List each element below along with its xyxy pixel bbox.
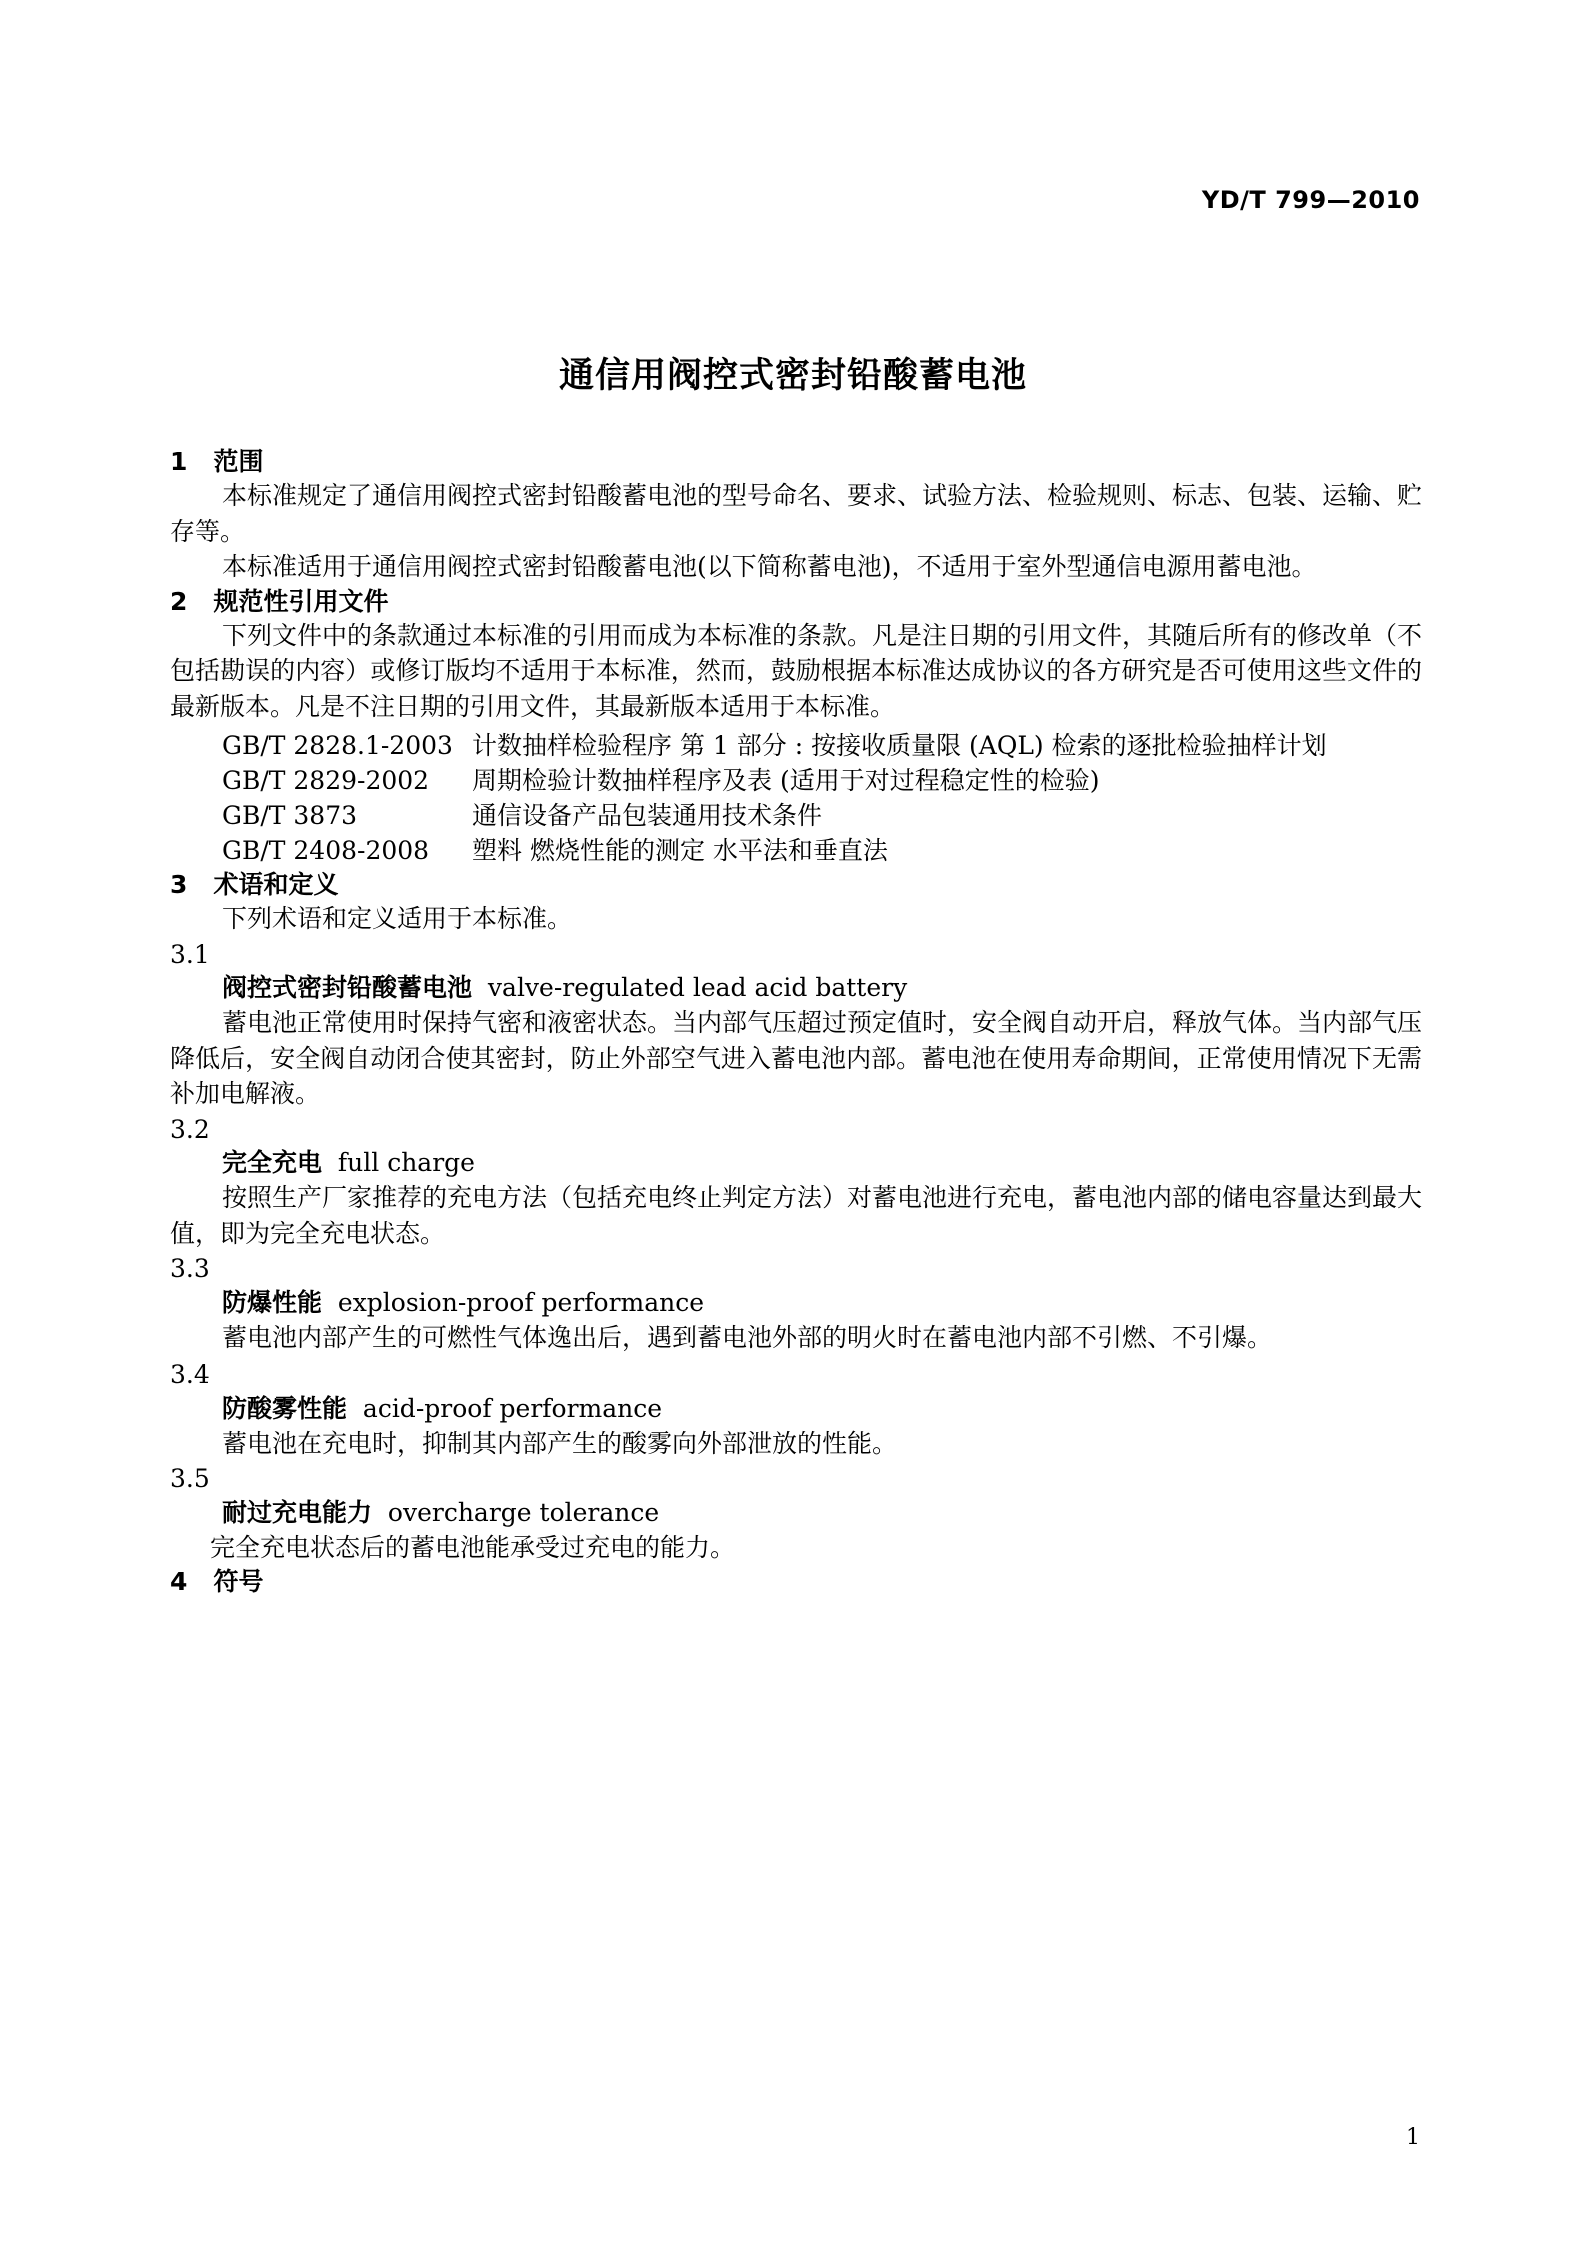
term-chinese: 阀控式密封铅酸蓄电池	[222, 973, 473, 1002]
section-1-paragraph-1: 本标准规定了通信用阀控式密封铅酸蓄电池的型号命名、要求、试验方法、检验规则、标志、包装、运输、贮存等。	[170, 481, 1423, 546]
term-chinese: 完全充电	[222, 1148, 323, 1177]
list-item	[170, 728, 1422, 763]
term-entry-3-2	[170, 1114, 1422, 1252]
term-chinese: 耐过充电能力	[222, 1497, 373, 1527]
section-heading-2: 2 规范性引用文件	[170, 586, 389, 616]
reference-title: 计数抽样检验程序 第 1 部分 : 按接收质量限 (AQL) 检索的逐批检验抽样计划	[472, 731, 1327, 760]
clause-number: 3.4	[170, 1360, 210, 1389]
page-title: 通信用阀控式密封铅酸蓄电池	[558, 356, 1027, 397]
term-definition: 蓄电池正常使用时保持气密和液密状态。当内部气压超过预定值时，安全阀自动开启，释放气体。当内部气压降低后，安全阀自动闭合使其密封，防止外部空气进入蓄电池内部。蓄电池在使用寿命期间，正常使用情况下无需补加电解液。	[170, 1008, 1423, 1108]
term-entry-3-5	[170, 1463, 1422, 1565]
clause-number: 3.3	[170, 1254, 210, 1283]
term-entry-3-3	[170, 1253, 1422, 1355]
term-heading	[170, 1496, 1422, 1530]
document-body	[170, 445, 1422, 1598]
list-item	[170, 798, 1422, 833]
section-heading-4: 4 符号	[170, 1567, 264, 1596]
term-entry-3-1	[170, 939, 1422, 1112]
term-english: explosion-proof performance	[322, 1287, 705, 1317]
term-english: valve-regulated lead acid battery	[472, 973, 908, 1002]
term-definition: 蓄电池在充电时，抑制其内部产生的酸雾向外部泄放的性能。	[222, 1428, 898, 1458]
term-english: overcharge tolerance	[372, 1497, 660, 1527]
reference-title: 周期检验计数抽样程序及表 (适用于对过程稳定性的检验)	[472, 766, 1100, 795]
clause-number: 3.1	[170, 939, 210, 969]
section-1-paragraph-2: 本标准适用于通信用阀控式密封铅酸蓄电池(以下简称蓄电池)，不适用于室外型通信电源用蓄电池。	[222, 552, 1317, 581]
section-2-paragraph-1: 下列文件中的条款通过本标准的引用而成为本标准的条款。凡是注日期的引用文件，其随后所有的修改单（不包括勘误的内容）或修订版均不适用于本标准，然而，鼓励根据本标准达成协议的各方研究是否可使用这些文件的最新版本。凡是不注日期的引用文件，其最新版本适用于本标准。	[170, 620, 1423, 721]
page-number: 1	[1406, 2125, 1420, 2150]
list-item	[170, 833, 1422, 868]
term-chinese: 防爆性能	[222, 1287, 323, 1317]
section-heading-1: 1 范围	[170, 447, 264, 476]
section-3-paragraph-1: 下列术语和定义适用于本标准。	[222, 904, 573, 933]
term-definition: 蓄电池内部产生的可燃性气体逸出后，遇到蓄电池外部的明火时在蓄电池内部不引燃、不引爆。	[222, 1322, 1273, 1352]
reference-title: 塑料 燃烧性能的测定 水平法和垂直法	[472, 836, 888, 865]
term-heading	[170, 1286, 1422, 1320]
clause-number: 3.5	[170, 1464, 210, 1493]
reference-title: 通信设备产品包装通用技术条件	[472, 801, 823, 830]
list-item	[170, 763, 1422, 798]
clause-number: 3.2	[170, 1114, 210, 1144]
section-heading-3: 3 术语和定义	[170, 870, 339, 899]
term-heading	[170, 1392, 1422, 1426]
term-english: acid-proof performance	[347, 1393, 663, 1423]
term-chinese: 防酸雾性能	[222, 1393, 348, 1423]
reference-code: GB/T 2829-2002	[222, 766, 430, 795]
reference-code: GB/T 3873	[222, 801, 358, 830]
term-heading	[170, 1146, 1422, 1180]
term-heading	[170, 971, 1422, 1005]
term-definition: 完全充电状态后的蓄电池能承受过充电的能力。	[210, 1532, 736, 1562]
term-entry-3-4	[170, 1359, 1422, 1461]
reference-code: GB/T 2408-2008	[222, 836, 430, 865]
normative-references-list	[170, 728, 1422, 868]
term-definition: 按照生产厂家推荐的充电方法（包括充电终止判定方法）对蓄电池进行充电，蓄电池内部的储电容量达到最大值，即为完全充电状态。	[170, 1183, 1423, 1248]
reference-code: GB/T 2828.1-2003	[222, 731, 453, 760]
term-english: full charge	[322, 1148, 475, 1177]
standard-number-header: YD/T 799—2010	[1201, 186, 1420, 214]
